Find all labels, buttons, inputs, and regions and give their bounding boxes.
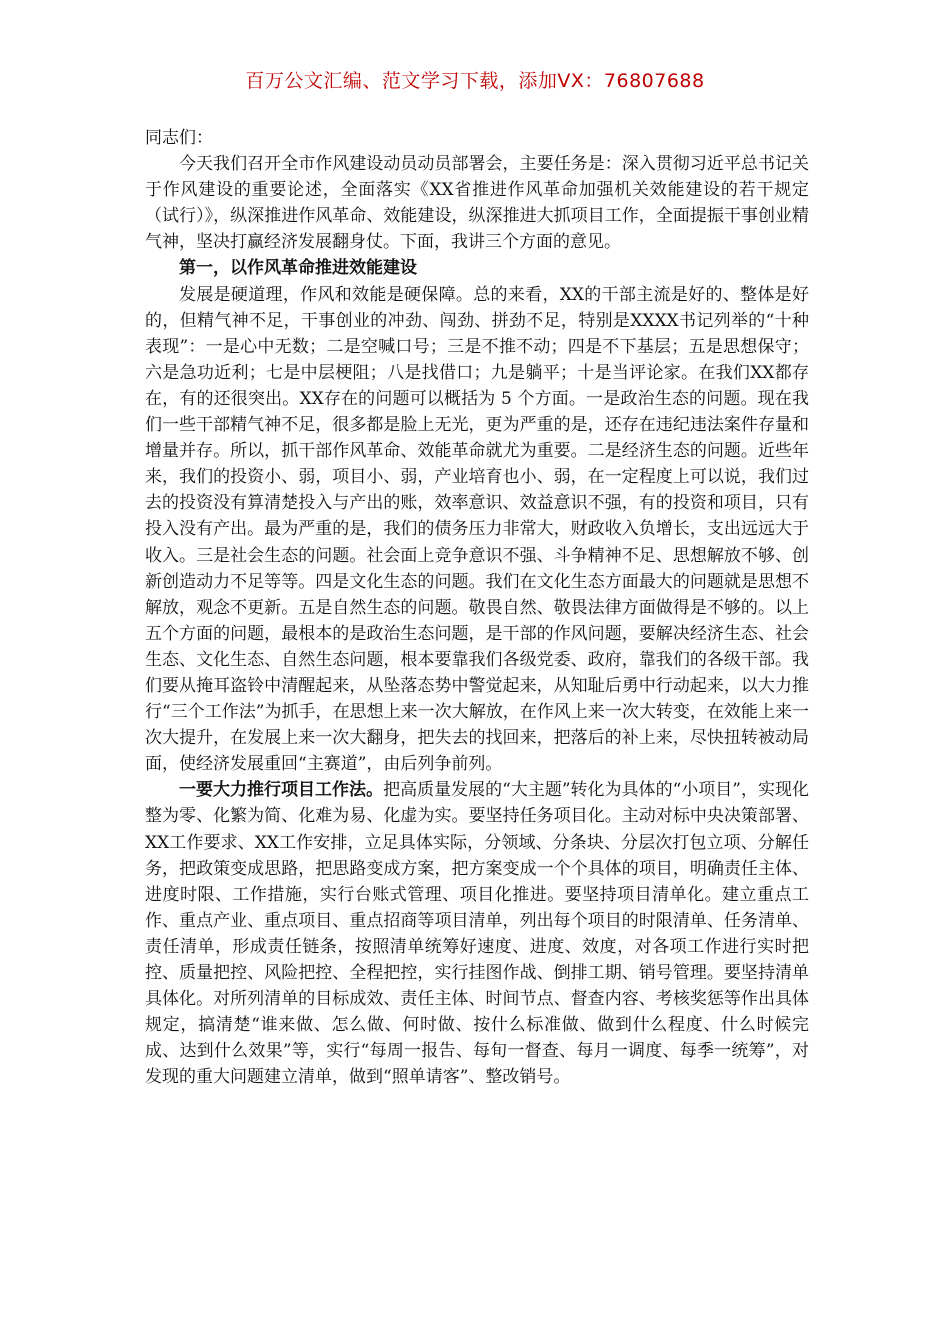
salutation: 同志们： — [145, 128, 213, 148]
section-paragraph: 发展是硬道理，作风和效能是硬保障。总的来看，XX的干部主流是好的、整体是好的，但精气神不足，干事创业的冲劲、闯劲、拼劲不足，特别是XXXX书记列举的“十种表现”：一是心中无数；二是空喊口号；三是不推不动；四是不下基层；五是思想保守；六是急功近利；七是中层梗阻；八是找借口；九是躺平；十是当评论家。在我们XX都存在，有的还很突出。XX存在的问题可以概括为 5 个方面。一是政治生态的问题。现在我们一些干部精气神不足，很多都是脸上无光，更为严重的是，还存在违纪违法案件存量和增量并存。所以，抓干部作风革命、效能革命就尤为重要。二是经济生态的问题。近些年来，我们的投资小、弱，项目小、弱，产业培育也小、弱，在一定程度上可以说，我们过去的投资没有算清楚投入与产出的账，效率意识、效益意识不强，有的投资和项目，只有投入没有产出。最为严重的是，我们的债务压力非常大，财政收入负增长，支出远远大于收入。三是社会生态的问题。社会面上竞争意识不强、斗争精神不足、思想解放不够、创新创造动力不足等等。四是文化生态的问题。我们在文化生态方面最大的问题就是思想不解放，观念不更新。五是自然生态的问题。敬畏自然、敬畏法律方面做得是不够的。以上五个方面的问题，最根本的是政治生态问题，是干部的作风问题，要解决经济生态、社会生态、文化生态、自然生态问题，根本要靠我们各级党委、政府，靠我们的各级干部。我们要从掩耳盗铃中清醒起来，从坠落态势中警觉起来，从知耻后勇中行动起来，以大力推行“三个工作法”为抓手，在思想上来一次大解放，在作风上来一次大转变，在效能上来一次大提升，在发展上来一次大翻身，把失去的找回来，把落后的补上来，尽快扭转被动局面，使经济发展重回“主赛道”，由后列争前列。 — [145, 284, 809, 775]
item-body: 把高质量发展的“大主题”转化为具体的“小项目”，实现化整为零、化繁为简、化难为易、化虚为实。要坚持任务项目化。主动对标中央决策部署、XX工作要求、XX工作安排，立足具体实际，分领域、分条块、分层次打包立项、分解任务，把政策变成思路，把思路变成方案，把方案变成一个个具体的项目，明确责任主体、进度时限、工作措施，实行台账式管理、项目化推进。要坚持项目清单化。建立重点工作、重点产业、重点项目、重点招商等项目清单，列出每个项目的时限清单、任务清单、责任清单，形成责任链条，按照清单统筹好速度、进度、效度，对各项工作进行实时把控、质量把控、风险把控、全程把控，实行挂图作战、倒排工期、销号管理。要坚持清单具体化。对所列清单的目标成效、责任主体、时间节点、督查内容、考核奖惩等作出具体规定，搞清楚“谁来做、怎么做、何时做、按什么标准做、做到什么程度、什么时候完成、达到什么效果”等，实行“每周一报告、每旬一督查、每月一调度、每季一统筹”，对发现的重大问题建立清单，做到“照单请客”、整改销号。 — [145, 780, 810, 1088]
item-paragraph — [145, 777, 809, 1090]
section-heading: 第一，以作风革命推进效能建设 — [179, 258, 417, 279]
watermark-banner: 百万公文汇编、范文学习下载，添加VX：76807688 — [245, 70, 705, 92]
item-lead: 一要大力推行项目工作法。 — [179, 780, 384, 801]
document-body — [145, 125, 809, 1090]
intro-paragraph: 今天我们召开全市作风建设动员动员部署会，主要任务是：深入贯彻习近平总书记关于作风建设的重要论述，全面落实《XX省推进作风革命加强机关效能建设的若干规定（试行）》，纵深推进作风革命、效能建设，纵深推进大抓项目工作，全面提振干事创业精气神，坚决打赢经济发展翻身仗。下面，我讲三个方面的意见。 — [145, 154, 809, 253]
